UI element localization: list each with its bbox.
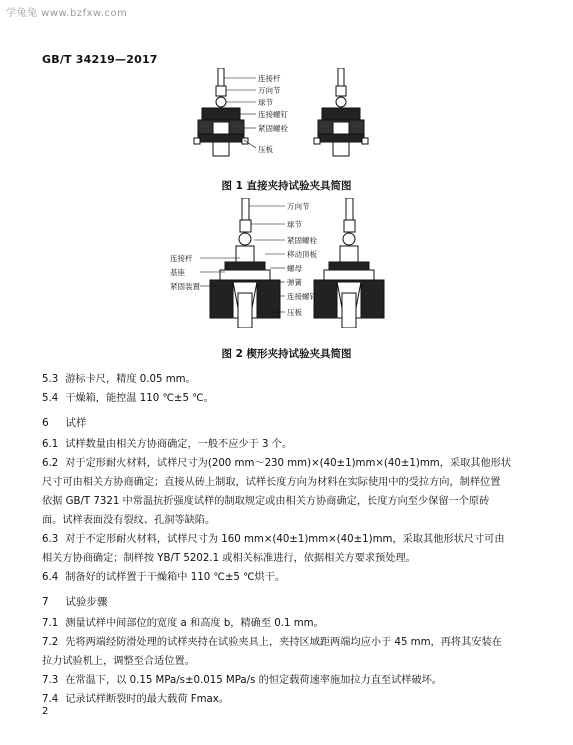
- fig1-label-connecting-screw: 连接螺钉: [258, 110, 288, 119]
- figure-1-diagram: [180, 68, 395, 163]
- para-7-1: 7.1 测量试样中间部位的宽度 a 和高度 b，精确至 0.1 mm。: [42, 618, 324, 629]
- para-6-2-cont-2: 依据 GB/T 7321 中常温抗折强度试样的制取规定或由相关方协商确定，长度方向至少保留一个原砖: [42, 496, 490, 507]
- fig2-label-base: 基座: [170, 268, 185, 277]
- para-6-2-cont-3: 面。试样表面没有裂纹、孔洞等缺陷。: [42, 515, 216, 526]
- section-6-heading: 6 试样: [42, 417, 87, 429]
- para-6-4: 6.4 制备好的试样置于干燥箱中 110 ℃±5 ℃烘干。: [42, 572, 286, 583]
- para-5-4: 5.4 干燥箱，能控温 110 ℃±5 ℃。: [42, 393, 214, 404]
- para-6-2-cont-1: 尺寸可由相关方协商确定；直接从砖上制取，试样长度方向为材料在实际使用中的受拉方向，制样位置: [42, 477, 501, 488]
- fig2-label-fastening-device: 紧固装置: [170, 282, 200, 291]
- fig1-label-connecting-rod: 连接杆: [258, 74, 281, 83]
- fig2-label-connecting-screw: 连接螺钉: [287, 292, 317, 301]
- para-6-3-cont: 相关方协商确定；制样按 YB/T 5202.1 或相关标准进行，依据相关方要求预处理。: [42, 553, 416, 564]
- figure-1-caption: 图 1 直接夹持试验夹具简图: [221, 180, 352, 192]
- fig1-label-fastening-bolt: 紧固螺栓: [258, 124, 288, 133]
- body-text: [42, 370, 537, 709]
- fig2-label-pressure-plate: 压板: [287, 308, 302, 317]
- fig2-label-moving-top-plate: 移动顶板: [287, 250, 317, 259]
- para-7-4: 7.4 记录试样断裂时的最大载荷 Fmax。: [42, 694, 229, 705]
- fig2-label-nut: 螺母: [287, 264, 302, 273]
- fig2-label-spring: 弹簧: [287, 278, 302, 287]
- para-6-2: 6.2 对于定形耐火材料，试样尺寸为(200 mm～230 mm)×(40±1)mm×(40±1)mm，采取其他形状: [42, 458, 512, 469]
- fig2-label-connecting-rod: 连接杆: [170, 254, 193, 263]
- para-7-3: 7.3 在常温下，以 0.15 MPa/s±0.015 MPa/s 的恒定载荷速率施加拉力直至试样破坏。: [42, 675, 442, 686]
- fig1-label-pressure-plate: 压板: [258, 145, 273, 154]
- watermark: 学兔兔 www.bzfxw.com: [6, 8, 128, 19]
- para-7-2-cont: 拉力试验机上，调整至合适位置。: [42, 656, 195, 667]
- fig2-label-fastening-bolt: 紧固螺栓: [287, 236, 317, 245]
- para-6-1: 6.1 试样数量由相关方协商确定，一般不应少于 3 个。: [42, 439, 293, 450]
- figure-2-diagram: [170, 198, 410, 328]
- para-6-3: 6.3 对于不定形耐火材料，试样尺寸为 160 mm×(40±1)mm×(40±1)mm，采取其他形状尺寸可由: [42, 534, 505, 545]
- figure-2-caption: 图 2 楔形夹持试验夹具简图: [221, 348, 352, 360]
- standard-code: GB/T 34219—2017: [42, 53, 158, 66]
- para-5-3: 5.3 游标卡尺，精度 0.05 mm。: [42, 374, 196, 385]
- fig2-label-universal-joint: 万向节: [287, 202, 310, 211]
- fig1-label-universal-joint: 万向节: [258, 86, 281, 95]
- fig2-label-ball-joint: 球节: [287, 220, 302, 229]
- page-number: 2: [42, 706, 49, 717]
- section-7-heading: 7 试验步骤: [42, 596, 108, 608]
- para-7-2: 7.2 先将两端经防滑处理的试样夹持在试验夹具上，夹持区域距两端均应小于 45 mm，再将其安装在: [42, 637, 502, 648]
- fig1-label-ball-joint: 球节: [258, 98, 273, 107]
